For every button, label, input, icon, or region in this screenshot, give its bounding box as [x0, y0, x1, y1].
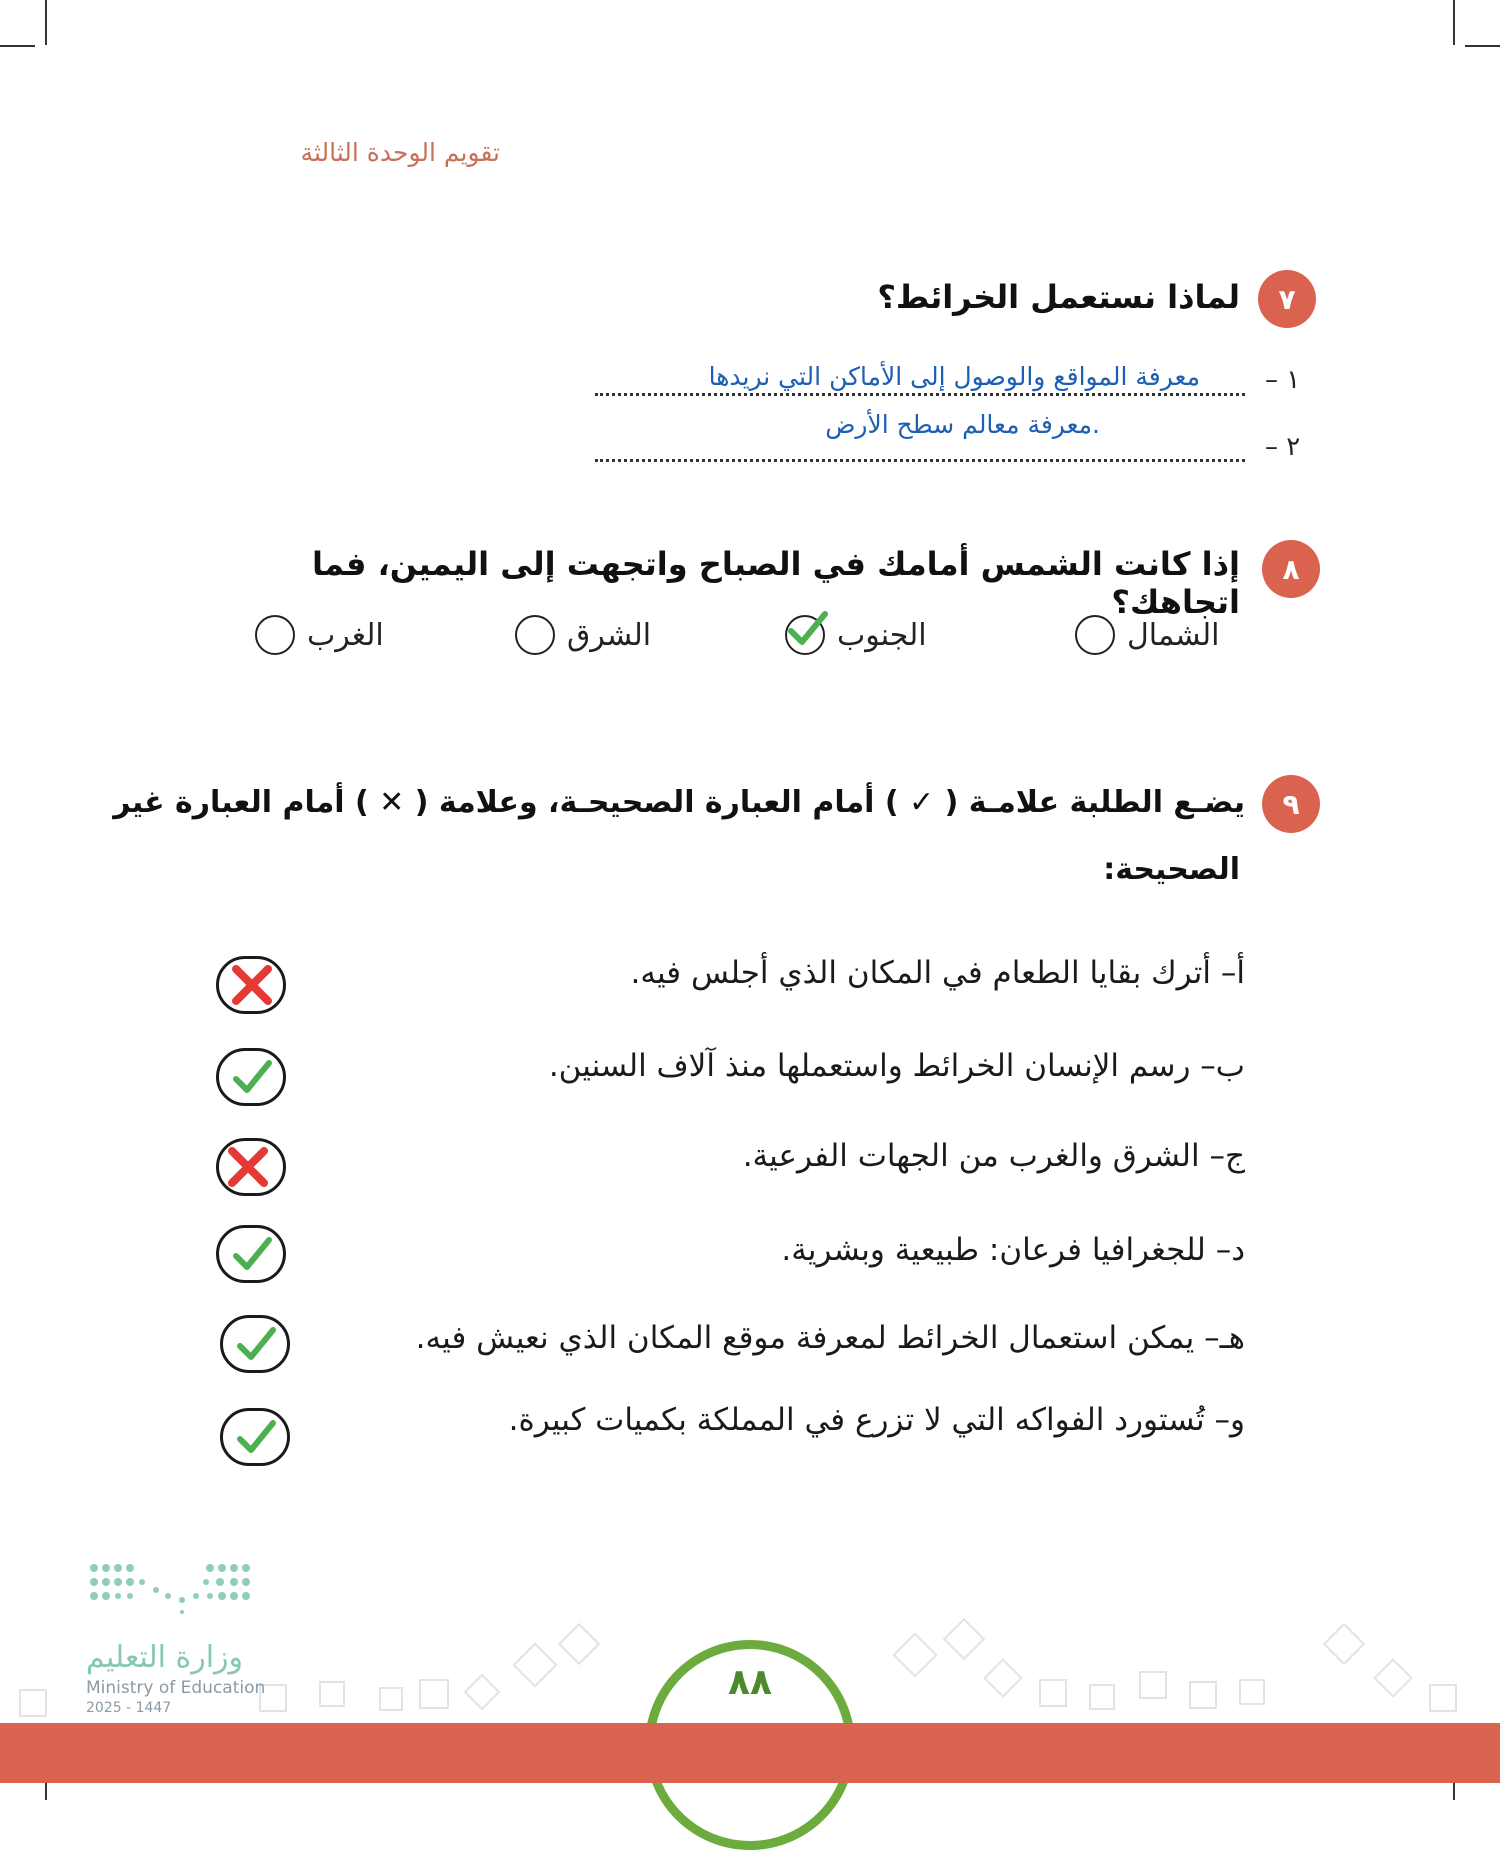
option-north[interactable]	[1075, 615, 1220, 655]
option-label: الشرق	[567, 617, 652, 653]
radio-circle[interactable]	[1075, 615, 1115, 655]
ministry-logo-dots	[86, 1560, 266, 1620]
option-west[interactable]	[255, 615, 384, 655]
statement-c: ج– الشرق والغرب من الجهات الفرعية.	[742, 1138, 1245, 1174]
page-number: ٨٨	[728, 1662, 772, 1703]
q7-line-2-label: ٢ –	[1265, 432, 1301, 462]
answer-box-e[interactable]	[220, 1315, 290, 1373]
q7-line-2-answer: .معرفة معالم سطح الأرض	[825, 410, 1100, 439]
q7-line-1-answer: معرفة المواقع والوصول إلى الأماكن التي نريدها	[708, 362, 1200, 391]
statement-d: د– للجغرافيا فرعان: طبيعية وبشرية.	[781, 1232, 1245, 1268]
check-icon	[233, 1322, 279, 1366]
footer-band	[0, 1723, 1500, 1783]
option-south[interactable]	[785, 615, 927, 655]
option-label: الجنوب	[837, 617, 927, 653]
crop-mark	[0, 45, 35, 47]
question-7-number: ٧	[1258, 270, 1316, 328]
check-icon	[233, 1415, 279, 1459]
ministry-name-arabic: وزارة التعليم	[86, 1640, 244, 1675]
option-east[interactable]	[515, 615, 651, 655]
question-7-text: لماذا نستعمل الخرائط؟	[877, 278, 1240, 316]
radio-circle[interactable]	[255, 615, 295, 655]
cross-icon	[229, 962, 275, 1008]
statement-b: ب– رسم الإنسان الخرائط واستعملها منذ آلاف السنين.	[548, 1048, 1245, 1084]
crop-mark	[1465, 45, 1500, 47]
q7-line-2-dots	[595, 459, 1245, 462]
question-9-text-line-1: يضـع الطلبة علامـة ( ✓ ) أمام العبارة الصحيحـة، وعلامة ( ✕ ) أمام العبارة غير	[113, 785, 1245, 820]
ministry-name-english: Ministry of Education	[86, 1678, 266, 1698]
q7-line-1-dots	[595, 393, 1245, 396]
statement-e: هـ– يمكن استعمال الخرائط لمعرفة موقع المكان الذي نعيش فيه.	[415, 1320, 1245, 1356]
option-label: الشمال	[1127, 617, 1220, 653]
question-9-text-line-2: الصحيحة:	[1103, 852, 1240, 887]
crop-mark	[45, 0, 47, 45]
question-9-number: ٩	[1262, 775, 1320, 833]
answer-box-a[interactable]	[216, 956, 286, 1014]
question-8-number: ٨	[1262, 540, 1320, 598]
radio-circle-checked[interactable]	[785, 615, 825, 655]
answer-box-b[interactable]	[216, 1048, 286, 1106]
edition-year: 2025 - 1447	[86, 1700, 172, 1716]
answer-box-d[interactable]	[216, 1225, 286, 1283]
check-icon	[229, 1055, 275, 1099]
check-icon	[229, 1232, 275, 1276]
statement-f: و– تُستورد الفواكه التي لا تزرع في المملكة بكميات كبيرة.	[508, 1402, 1245, 1438]
question-8-text: إذا كانت الشمس أمامك في الصباح واتجهت إلى اليمين، فما اتجاهك؟	[312, 545, 1240, 621]
check-icon	[785, 609, 831, 649]
crop-mark	[1453, 0, 1455, 45]
option-label: الغرب	[307, 617, 384, 653]
answer-box-c[interactable]	[216, 1138, 286, 1196]
q7-line-1-label: ١ –	[1265, 365, 1301, 395]
page-header-title: تقويم الوحدة الثالثة	[300, 138, 500, 167]
cross-icon	[225, 1144, 271, 1190]
answer-box-f[interactable]	[220, 1408, 290, 1466]
statement-a: أ– أترك بقايا الطعام في المكان الذي أجلس فيه.	[630, 955, 1245, 991]
radio-circle[interactable]	[515, 615, 555, 655]
